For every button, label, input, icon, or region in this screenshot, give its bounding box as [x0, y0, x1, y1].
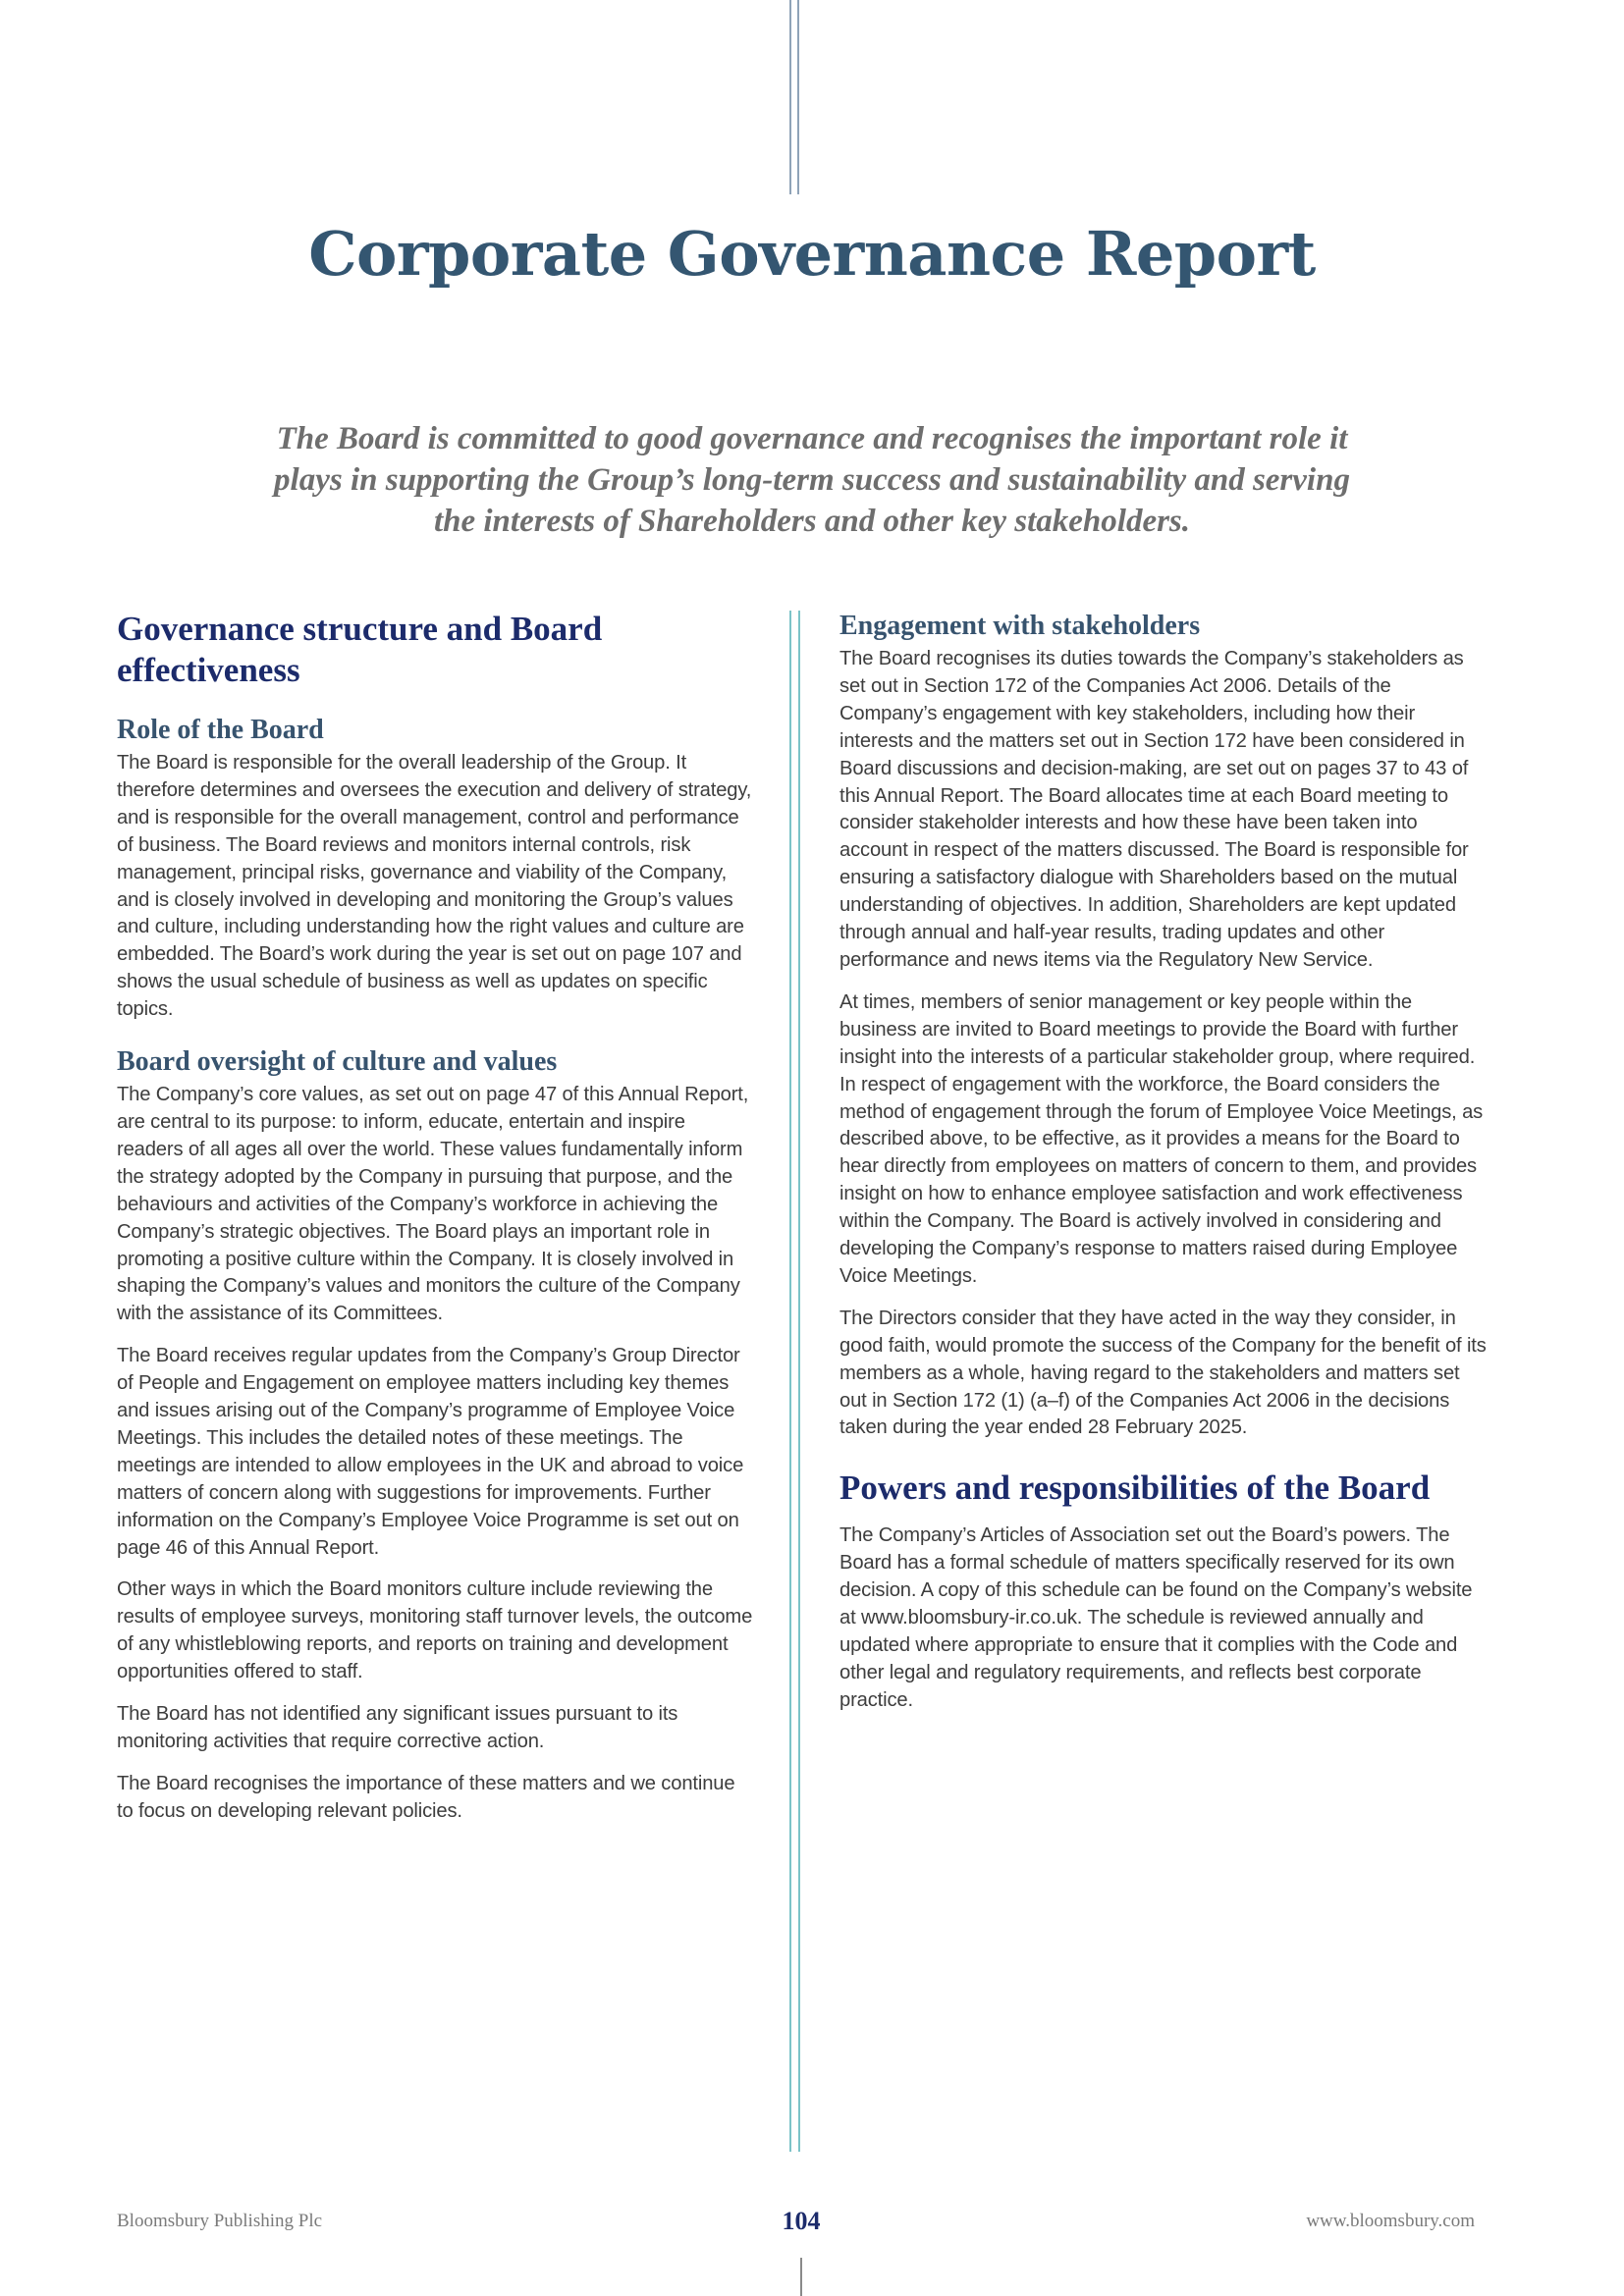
- section-heading-governance-structure: Governance structure and Board effectiveness: [117, 610, 603, 689]
- paragraph-culture-other-monitoring: Other ways in which the Board monitors culture include reviewing the results of employee surveys, monitoring staff turnover levels, the outcome of any whistleblowing reports, and reports on training and development opportunities offered to staff.: [117, 1578, 753, 1683]
- footer-website: www.bloomsbury.com: [1306, 2211, 1475, 2231]
- paragraph-culture-policies: The Board recognises the importance of these matters and we continue to focus on developing relevant policies.: [117, 1772, 735, 1822]
- right-column: [839, 609, 1488, 1715]
- bottom-divider-rule: [800, 2258, 802, 2296]
- footer-company-name: Bloomsbury Publishing Plc: [117, 2211, 323, 2231]
- subheading-culture-and-values: Board oversight of culture and values: [117, 1046, 558, 1078]
- paragraph-engagement-directors-section-172: The Directors consider that they have acted in the way they consider, in good faith, would promote the success of the Company for the benefit of its members as a whole, having regard to the stakeholders and matters set out in Section 172 (1) (a–f) of the Companies Act 2006 in the decisions taken during the year ended 28 February 2025.: [839, 1307, 1487, 1439]
- paragraph-powers-articles: The Company’s Articles of Association set out the Board’s powers. The Board has a formal schedule of matters specifically reserved for its own decision. A copy of this schedule can be found on the Company’s website at www.bloomsbury-ir.co.uk. The schedule is reviewed annually and updated where appropriate to ensure that it complies with the Code and other legal and regulatory requirements, and reflects best corporate practice.: [839, 1524, 1473, 1711]
- paragraph-engagement-senior-management: At times, members of senior management or key people within the business are invited to Board meetings to provide the Board with further insight into the interests of a particular stakeholder group, where required. In respect of engagement with the workforce, the Board considers the method of engagement through the forum of Employee Voice Meetings, as described above, to be effective, as it provides a means for the Board to hear directly from employees on matters of concern to them, and provides insight on how to enhance employee satisfaction and work effectiveness within the Company. The Board is actively involved in considering and developing the Company’s response to matters raised during Employee Voice Meetings.: [839, 990, 1484, 1287]
- paragraph-role-of-the-board: The Board is responsible for the overall leadership of the Group. It therefore determines and oversees the execution and delivery of strategy, and is responsible for the overall management, control and performance of business. The Board reviews and monitors internal controls, risk management, principal risks, governance and viability of the Company, and is closely involved in developing and monitoring the Group’s values and culture, including understanding how the right values and culture are embedded. The Board’s work during the year is set out on page 107 and shows the usual schedule of business as well as updates on specific topics.: [117, 752, 752, 1021]
- top-divider-rule: [789, 0, 799, 194]
- page-title: Corporate Governance Report: [308, 218, 1316, 290]
- page-number: 104: [782, 2207, 821, 2235]
- column-divider-rule: [789, 611, 800, 2152]
- paragraph-culture-core-values: The Company’s core values, as set out on page 47 of this Annual Report, are central to its purpose: to inform, educate, entertain and inspire readers of all ages all over the world. These values fundamentally inform the strategy adopted by the Company in pursuing that purpose, and the behaviours and activities of the Company’s workforce in achieving the Company’s strategic objectives. The Board plays an important role in promoting a positive culture within the Company. It is closely involved in shaping the Company’s values and monitors the culture of the Company with the assistance of its Committees.: [117, 1084, 749, 1325]
- subheading-role-of-the-board: Role of the Board: [117, 715, 324, 745]
- paragraph-engagement-duties: The Board recognises its duties towards the Company’s stakeholders as set out in Section 172 of the Companies Act 2006. Details of the Company’s engagement with key stakeholders, including how their interests and the matters set out in Section 172 have been considered in Board discussions and decision-making, are set out on pages 37 to 43 of this Annual Report. The Board allocates time at each Board meeting to consider stakeholder interests and how these have been taken into account in respect of the matters discussed. The Board is responsible for ensuring a satisfactory dialogue with Shareholders based on the mutual understanding of objectives. In addition, Shareholders are kept updated through annual and half-year results, trading updates and other performance and news items via the Regulatory New Service.: [839, 648, 1469, 971]
- section-heading-powers-and-responsibilities: Powers and responsibilities of the Board: [839, 1468, 1431, 1508]
- subheading-engagement-with-stakeholders: Engagement with stakeholders: [839, 611, 1201, 641]
- paragraph-culture-no-issues: The Board has not identified any significant issues pursuant to its monitoring activities that require corrective action.: [117, 1703, 678, 1752]
- left-column: [117, 609, 753, 1826]
- intro-statement: The Board is committed to good governance and recognises the important role it plays in supporting the Group’s long-term success and sustainability and serving the interests of Shareholders and other key stakeholders.: [274, 421, 1350, 539]
- paragraph-culture-regular-updates: The Board receives regular updates from the Company’s Group Director of People and Engagement on employee matters including key themes and issues arising out of the Company’s programme of Employee Voice Meetings. This includes the detailed notes of these meetings. The meetings are intended to allow employees in the UK and abroad to voice matters of concern along with suggestions for improvements. Further information on the Company’s Employee Voice Programme is set out on page 46 of this Annual Report.: [117, 1345, 744, 1559]
- page-footer: [0, 2207, 1624, 2236]
